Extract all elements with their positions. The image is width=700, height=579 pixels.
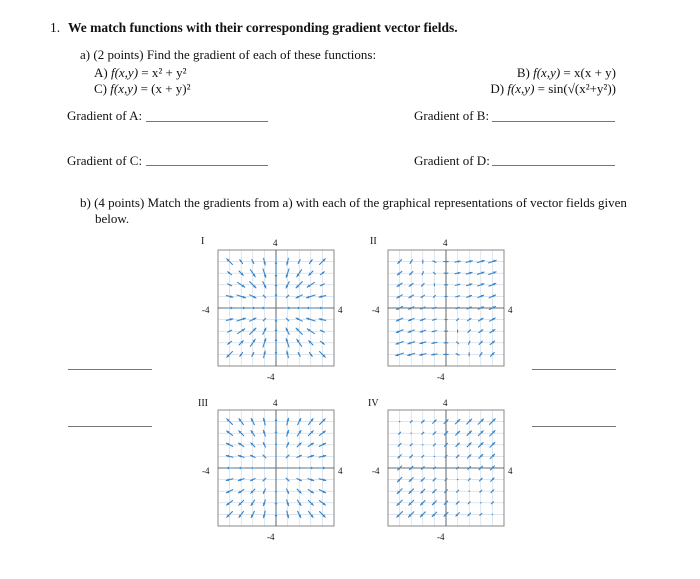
part-b-text: Match the gradients from a) with each of the graphical representations of vector fields given	[147, 195, 627, 210]
vector-arrow	[468, 353, 470, 356]
plot-iv-tick-left: -4	[372, 466, 380, 476]
vector-arrow	[457, 342, 459, 344]
vector-arrow	[469, 491, 470, 492]
vector-arrow	[433, 295, 435, 297]
vector-arrow	[422, 444, 423, 445]
vector-arrow	[468, 479, 470, 481]
vector-arrow	[457, 467, 459, 469]
match-blank-ii[interactable]	[532, 369, 616, 370]
vector-arrow	[422, 455, 424, 457]
problem-number: 1.	[50, 20, 61, 35]
function-d-label: D)	[490, 81, 505, 96]
vector-arrow	[433, 261, 436, 263]
vector-arrow	[434, 456, 435, 457]
vector-arrow	[433, 444, 435, 446]
part-a-points: (2 points)	[93, 47, 144, 62]
plot-i-tick-top: 4	[273, 238, 278, 248]
match-blank-iii[interactable]	[68, 426, 152, 427]
vector-arrow	[422, 260, 424, 263]
plot-i-label: I	[201, 236, 205, 247]
function-b	[517, 65, 616, 81]
plot-ii-tick-right: 4	[508, 305, 513, 315]
vector-arrow	[275, 307, 276, 308]
function-d	[490, 81, 616, 97]
vector-arrow	[468, 341, 470, 344]
vector-arrow	[456, 354, 459, 356]
plot-iv-label: IV	[368, 398, 379, 409]
vector-arrow	[480, 502, 481, 503]
plot-ii-tick-top: 4	[443, 238, 448, 248]
vector-field-plot-i	[218, 250, 334, 366]
function-c	[94, 81, 191, 97]
function-c-lhs: f(x,y)	[110, 81, 138, 96]
part-a-prompt	[80, 47, 376, 63]
vector-arrow	[399, 432, 401, 434]
function-a-rhs: = x² + y²	[141, 65, 187, 80]
gradient-a-blank[interactable]	[146, 121, 268, 122]
gradient-c-label: Gradient of C:	[67, 153, 143, 168]
vector-arrow	[456, 307, 459, 309]
part-b-prompt	[80, 195, 627, 211]
vector-arrow	[445, 307, 446, 308]
vector-arrow	[399, 421, 400, 422]
problem-title: We match functions with their corresponding gradient vector fields.	[68, 20, 458, 35]
vector-arrow	[444, 284, 447, 286]
vector-arrow	[480, 513, 482, 515]
vector-arrow	[457, 490, 459, 492]
gradient-c-blank[interactable]	[146, 165, 268, 166]
vector-arrow	[457, 319, 459, 321]
plot-iii-tick-right: 4	[338, 466, 343, 476]
vector-arrow	[444, 330, 447, 332]
function-b-lhs: f(x,y)	[533, 65, 561, 80]
vector-arrow	[275, 467, 276, 468]
plot-iv-tick-bottom: -4	[437, 532, 445, 542]
vector-field-plot-iv	[388, 410, 504, 526]
vector-arrow	[422, 432, 424, 434]
function-c-label: C)	[94, 81, 107, 96]
vector-arrow	[411, 433, 412, 434]
function-a-lhs: f(x,y)	[110, 65, 139, 80]
plot-ii-label: II	[370, 236, 377, 247]
plot-iv-tick-top: 4	[443, 398, 448, 408]
plot-ii-tick-left: -4	[372, 305, 380, 315]
function-d-rhs: = sin(√(x²+y²))	[537, 81, 616, 96]
function-d-lhs: f(x,y)	[507, 81, 535, 96]
plot-iii-tick-bottom: -4	[267, 532, 275, 542]
vector-arrow	[422, 272, 424, 275]
vector-arrow	[491, 502, 493, 504]
match-blank-iv[interactable]	[532, 426, 616, 427]
vector-arrow	[445, 319, 447, 320]
gradient-b-label: Gradient of B:	[414, 108, 490, 123]
plot-i-tick-right: 4	[338, 305, 343, 315]
plot-iii-tick-top: 4	[273, 398, 278, 408]
vector-arrow	[445, 455, 447, 457]
function-b-label: B)	[516, 65, 530, 80]
vector-arrow	[492, 514, 493, 515]
gradient-d-blank[interactable]	[492, 165, 615, 166]
plot-iii-label: III	[198, 398, 208, 409]
plot-iii-tick-left: -4	[202, 466, 210, 476]
gradient-b-blank[interactable]	[492, 121, 615, 122]
vector-arrow	[433, 307, 436, 309]
vector-arrow	[457, 479, 458, 480]
function-a	[94, 65, 187, 81]
function-b-rhs: = x(x + y)	[563, 65, 616, 80]
vector-arrow	[433, 272, 435, 274]
vector-arrow	[457, 330, 458, 332]
plot-ii-tick-bottom: -4	[437, 372, 445, 382]
part-a-text: Find the gradient of each of these functions:	[146, 47, 377, 62]
plot-i-tick-bottom: -4	[267, 372, 275, 382]
vector-field-plot-iii	[218, 410, 334, 526]
function-c-rhs: = (x + y)²	[140, 81, 191, 96]
function-a-label: A)	[94, 65, 108, 80]
vector-arrow	[468, 502, 470, 504]
match-blank-i[interactable]	[68, 369, 152, 370]
part-b-text-cont: below.	[95, 211, 130, 226]
vector-arrow	[445, 479, 447, 481]
part-a-label: a)	[80, 47, 91, 62]
vector-arrow	[445, 296, 447, 297]
part-b-points: (4 points)	[94, 195, 145, 210]
vector-arrow	[433, 467, 435, 469]
gradient-d-label: Gradient of D:	[414, 153, 490, 168]
vector-arrow	[480, 490, 482, 492]
vector-arrow	[434, 284, 435, 286]
gradient-a-label: Gradient of A:	[67, 108, 143, 123]
vector-arrow	[410, 444, 412, 446]
vector-arrow	[445, 467, 446, 468]
part-b-label: b)	[80, 195, 91, 210]
vector-field-plot-ii	[388, 250, 504, 366]
plot-iv-tick-right: 4	[508, 466, 513, 476]
vector-arrow	[410, 421, 412, 423]
plot-i-tick-left: -4	[202, 305, 210, 315]
